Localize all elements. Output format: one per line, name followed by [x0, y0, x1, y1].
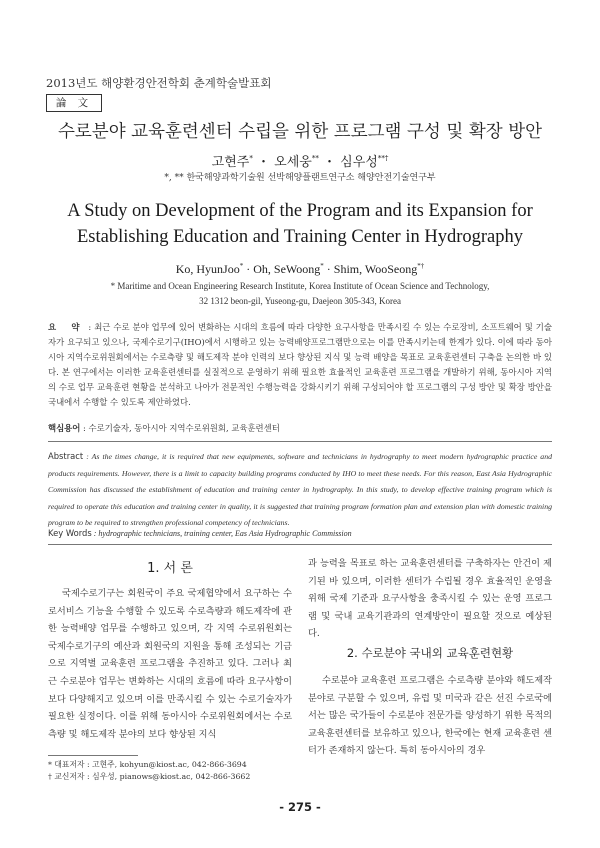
title-korean: 수로분야 교육훈련센터 수립을 위한 프로그램 구성 및 확장 방안 [57, 122, 543, 142]
section-body: 수로분야 교육훈련 프로그램은 수로측량 분야와 해도제작 분야로 구분할 수 있으며, 유럽 및 미국과 같은 선진 수로국에서는 많은 국가들이 수로분야 전문가를 양성하기 위한 목적의 교육훈련센터를 보유하고 있으나, 한국에는 현재 교육훈련 센터가 존재하지 않는다. 특히 동아시아의 경우 [308, 675, 552, 757]
footnote-divider [48, 755, 138, 756]
footnote: † 교신저자 : 심우성, pianows@kiost.ac, 042-866-3662 [48, 772, 251, 781]
author-mark: * [249, 154, 253, 163]
author-separator: · [243, 262, 254, 276]
author-name: Shim, WooSeong [333, 262, 418, 276]
author-mark: **† [377, 154, 389, 163]
affiliation-english [60, 279, 540, 309]
author-mark: * [239, 262, 244, 270]
section-heading: 1. 서 론 [147, 561, 193, 576]
divider [48, 441, 552, 442]
page-number: - 275 - [279, 800, 321, 814]
authors-korean [0, 151, 600, 170]
author-mark: * [320, 262, 324, 270]
authors-english [0, 262, 600, 277]
section-body: 과 능력을 목표로 하는 교육훈련센터를 구축하자는 안건이 제기된 바 있으며, 이러한 센터가 수립될 경우 효율적인 운영을 위해 국제 기준과 요구사항을 충족시킬 수 있는 운영 프로그램 및 국내 교육기관과의 연계방안이 필요할 것으로 예상된다. [308, 558, 552, 640]
author-name: 심우성 [340, 155, 378, 170]
author-name: Ko, HyunJoo [175, 262, 240, 276]
keywords-text: : 수로기술자, 동아시아 지역수로위원회, 교육훈련센터 [83, 423, 280, 433]
keywords-korean [48, 422, 552, 434]
abstract-text: : As the times change, it is required that new equipments, software and technicians in hydrography to meet modern hydrographic practice and products requirements. However, there is a limit to capacity building programs conducted by IHO to meet these needs. For this reason, East Asia Hydrographic Commission has discussed the establishment of education and training center in hydrography. In this study, to develop effective training program which is required to operate this education and training center in quality, it is suggested that training program formation plan and extension plan with domestic training program to be required to strengthen professional competency of technicians. [48, 452, 553, 527]
abstract-label: 요 약 [48, 322, 86, 332]
author-name: 오세웅 [274, 155, 312, 170]
author-name: 고현주 [211, 155, 250, 170]
title-english: A Study on Development of the Program and its Expansion for Establishing Education and Training Center in Hydrography [67, 201, 533, 247]
author-mark: *† [417, 262, 425, 270]
keywords-label: 핵심용어 [48, 423, 81, 433]
abstract-label: Abstract [48, 451, 84, 461]
author-mark: ** [311, 154, 319, 163]
keywords-text: : hydrographic technicians, training center, Eas Asia Hydrographic Commission [93, 529, 352, 538]
footnote: * 대표저자 : 고현주, kohyun@kiost.ac, 042-866-3694 [48, 760, 247, 769]
affiliation-line: * Maritime and Ocean Engineering Research Institute, Korea Institute of Ocean Science and Technology, [110, 281, 490, 291]
abstract-text: : 최근 수로 분야 업무에 있어 변화하는 시대의 흐름에 따라 다양한 요구사항을 만족시킬 수 있는 수로장비, 소프트웨어 및 기술자가 요구되고 있으나, 국제수로기구(IHO)에서 시행하고 있는 능력배양프로그램만으로는 이를 만족시키는데 한계가 있다. 이에 따라 동아시아 지역수로위원회에서는 수로측량 및 해도제작 분야 인력의 보다 향상된 지식 및 능력 배양을 목표로 교육훈련센터 구축을 논의한 바 있다. 본 연구에서는 이러한 교육훈련센터를 실질적으로 운영하기 위해 필요한 효율적인 교육훈련 프로그램을 개발하기 위해, 동아시아 지역의 수로 업무 교육훈련 현황을 분석하고 나아가 전문적인 수행능력을 강화시키기 위해 구성되어야 할 프로그램의 구성 방안 및 확장 방안을 국내에서 수행할 수 있도록 제안하였다. [48, 322, 552, 407]
section-body: 국제수로기구는 회원국이 주요 국제협약에서 요구하는 수로서비스 기능을 수행할 수 있도록 수로측량과 해도제작에 관한 능력배양 업무를 수행하고 있으며, 각 지역 수로위원회는 국제수로기구의 예산과 회원국의 지원을 통해 조성되는 기금으로 지역별 교육훈련 프로그램을 추진하고 있다. 그러나 최근 수로분야 업무는 변화하는 시대의 흐름에 따라 요구사항이 보다 다양해지고 있으며 이를 만족시킬 수 있는 수로기술자가 필요한 실정이다. 이를 위해 동아시아 수로위원회에서는 수로측량 및 해도제작 분야의 보다 향상된 지식 [48, 588, 292, 740]
affiliation-korean: *, ** 한국해양과학기술원 선박해양플랜트연구소 해양안전기술연구부 [164, 173, 436, 183]
author-separator: ・ [257, 155, 271, 170]
keywords-label: Key Words [48, 528, 92, 538]
abstract-korean [48, 320, 552, 410]
divider [48, 544, 552, 545]
author-separator: ・ [322, 155, 336, 170]
affiliation-line: 32 1312 beon-gil, Yuseong-gu, Daejeon 305-343, Korea [199, 296, 401, 306]
conference-name: 2013년도 해양환경안전학회 춘계학술발표회 [46, 76, 272, 90]
footnotes [48, 759, 292, 783]
section-heading: 2. 수로분야 국내외 교육훈련현황 [346, 646, 514, 660]
keywords-english [48, 528, 552, 538]
author-name: Oh, SeWoong [253, 262, 321, 276]
author-separator: · [323, 262, 334, 276]
article-type-tag: 論 文 [46, 94, 102, 112]
abstract-english [48, 448, 552, 532]
